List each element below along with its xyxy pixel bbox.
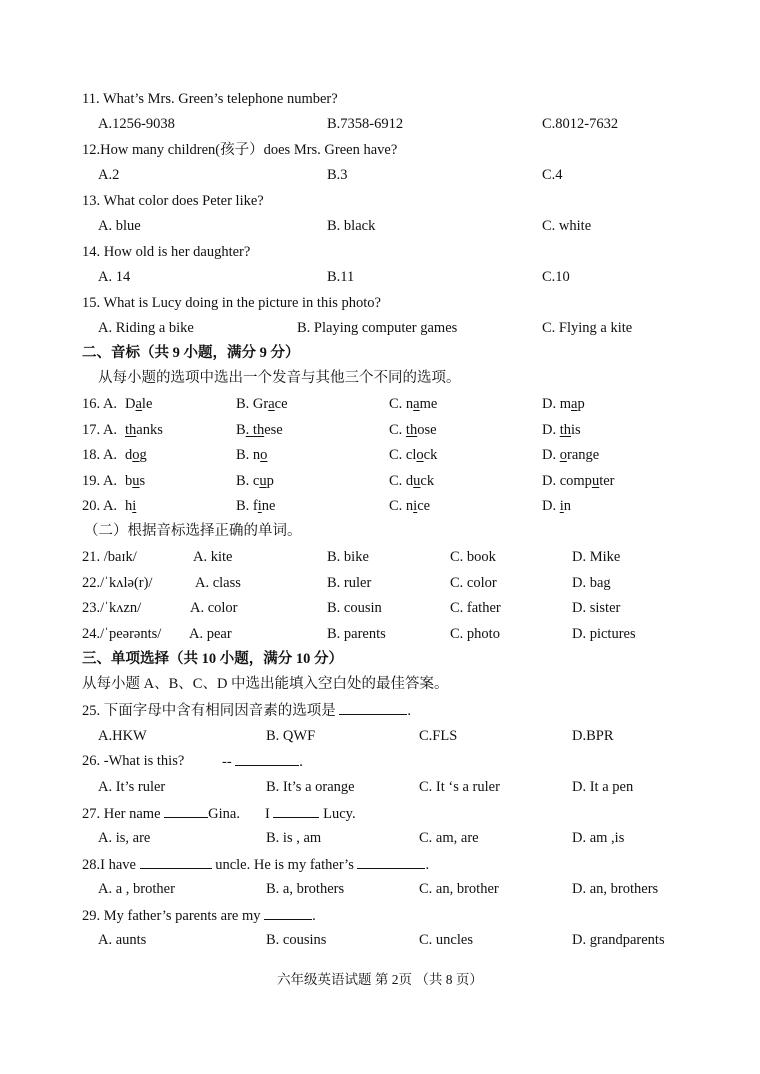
question-16: 16. A. Dale B. Grace C. name D. map <box>0 393 760 415</box>
question-22: 22./ˈkʌlə(r)/ A. class B. ruler C. color D. bag <box>82 575 611 591</box>
question-18: 18. A. dog B. no C. clock D. orange <box>0 444 760 466</box>
option-17-1: B. these <box>236 422 283 438</box>
option-17-0: thanks <box>125 422 163 438</box>
options-11: A.1256-9038 B.7358-6912 C.8012-7632 <box>98 116 619 132</box>
option-19-1: B. cup <box>236 473 274 489</box>
options-14: A. 14 B.11 C.10 <box>98 269 570 285</box>
option-18-2: C. clock <box>389 447 438 463</box>
question-27: 27. Her name Gina. I Lucy. <box>0 802 760 824</box>
options-29: A. aunts B. cousins C. uncles D. grandparents <box>98 932 665 948</box>
option-18-1: B. no <box>236 447 268 463</box>
question-25: 25. 下面字母中含有相同因音素的选项是 . <box>0 699 760 721</box>
question-12: 12.How many children(孩子）does Mrs. Green have? <box>82 142 398 158</box>
page-footer: 六年级英语试题 第 2页 （共 8 页） <box>277 972 483 987</box>
question-29: 29. My father’s parents are my . <box>0 904 760 926</box>
option-19-2: C. duck <box>389 473 435 489</box>
options-12: A.2 B.3 C.4 <box>98 167 563 183</box>
option-20-0: hi <box>125 498 137 514</box>
option-17-3: D. this <box>542 422 581 438</box>
option-18-3: D. orange <box>542 447 600 463</box>
options-25: A.HKW B. QWF C.FLS D.BPR <box>98 728 614 744</box>
question-21: 21. /baɪk/ A. kite B. bike C. book D. Mike <box>82 549 621 565</box>
subsection-title: （二）根据音标选择正确的单词。 <box>84 523 302 539</box>
question-28: 28.I have uncle. He is my father’s . <box>0 853 760 875</box>
section-title-phonetics: 二、音标（共 9 小题，满分 9 分） <box>82 345 300 361</box>
option-19-0: bus <box>125 473 146 489</box>
question-11: 11. What’s Mrs. Green’s telephone number? <box>82 91 338 107</box>
options-26: A. It’s ruler B. It’s a orange C. It ‘s a ruler D. It a pen <box>98 779 634 795</box>
options-15: A. Riding a bike B. Playing computer games C. Flying a kite <box>98 320 633 336</box>
option-20-1: B. fine <box>236 498 276 514</box>
option-16-0: Dale <box>125 396 153 412</box>
question-13: 13. What color does Peter like? <box>82 193 264 209</box>
option-18-0: dog <box>125 447 147 463</box>
options-27: A. is, are B. is , am C. am, are D. am ,is <box>98 830 625 846</box>
question-23: 23./ˈkʌzn/ A. color B. cousin C. father D. sister <box>82 600 621 616</box>
option-16-2: C. name <box>389 396 438 412</box>
section-title-single-choice: 三、单项选择（共 10 小题，满分 10 分） <box>82 651 343 667</box>
option-17-2: C. those <box>389 422 437 438</box>
option-16-1: B. Grace <box>236 396 288 412</box>
question-15: 15. What is Lucy doing in the picture in this photo? <box>82 295 381 311</box>
options-13: A. blue B. black C. white <box>98 218 592 234</box>
question-24: 24./ˈpeərənts/ A. pear B. parents C. photo D. pictures <box>82 626 636 642</box>
question-19: 19. A. bus B. cup C. duck D. computer <box>0 470 760 492</box>
question-26: 26. -What is this? -- . <box>0 750 760 772</box>
question-20: 20. A. hi B. fine C. nice D. in <box>0 495 760 517</box>
question-17: 17. A. thanks B. these C. those D. this <box>0 419 760 441</box>
option-20-3: D. in <box>542 498 572 514</box>
options-28: A. a , brother B. a, brothers C. an, brother D. an, brothers <box>98 881 659 897</box>
section-instruction: 从每小题的选项中选出一个发音与其他三个不同的选项。 <box>98 370 461 386</box>
option-19-3: D. computer <box>542 473 615 489</box>
option-20-2: C. nice <box>389 498 431 514</box>
option-16-3: D. map <box>542 396 585 412</box>
question-14: 14. How old is her daughter? <box>82 244 251 260</box>
section-instruction: 从每小题 A、B、C、D 中选出能填入空白处的最佳答案。 <box>82 676 449 692</box>
